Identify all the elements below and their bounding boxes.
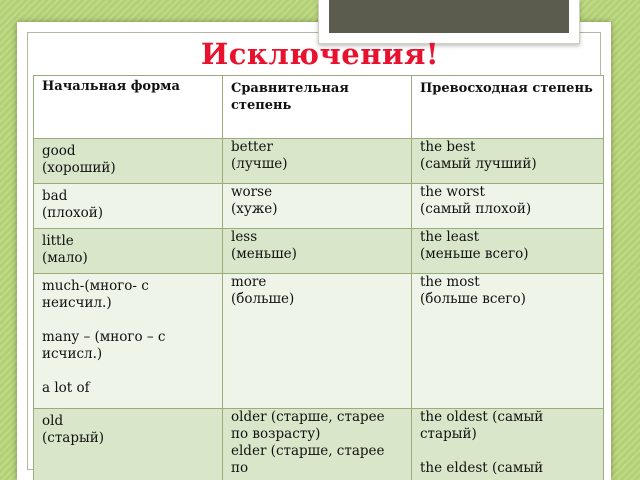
- top-photo: [329, 0, 569, 33]
- cell-superlative: the best (самый лучший): [412, 139, 604, 184]
- header-comparative: Сравнительная степень: [223, 76, 412, 139]
- cell-base-form: bad (плохой): [34, 184, 223, 229]
- cell-comparative: worse (хуже): [223, 184, 412, 229]
- header-base-form: Начальная форма: [34, 76, 223, 139]
- cell-base-form: little (мало): [34, 229, 223, 274]
- cell-base-form: much-(много- с неисчил.) many – (много – с исчисл.) a lot of: [34, 274, 223, 409]
- table-row: [34, 184, 604, 229]
- slide-title: Исключения!: [200, 37, 440, 71]
- cell-comparative: less (меньше): [223, 229, 412, 274]
- cell-base-form: old (старый): [34, 409, 223, 480]
- header-superlative: Превосходная степень: [412, 76, 604, 139]
- cell-superlative: the most (больше всего): [412, 274, 604, 409]
- cell-comparative: more (больше): [223, 274, 412, 409]
- exceptions-table: [33, 75, 604, 480]
- cell-superlative: the worst (самый плохой): [412, 184, 604, 229]
- table-header-row: [34, 76, 604, 139]
- cell-comparative: better (лучше): [223, 139, 412, 184]
- table-row: [34, 229, 604, 274]
- table-row: [34, 139, 604, 184]
- cell-comparative: older (старше, старее по возрасту) elder (старше, старее по: [223, 409, 412, 480]
- table-row: [34, 409, 604, 480]
- cell-superlative: the least (меньше всего): [412, 229, 604, 274]
- table-row: [34, 274, 604, 409]
- cell-base-form: good (хороший): [34, 139, 223, 184]
- cell-superlative: the oldest (самый старый) the eldest (самый: [412, 409, 604, 480]
